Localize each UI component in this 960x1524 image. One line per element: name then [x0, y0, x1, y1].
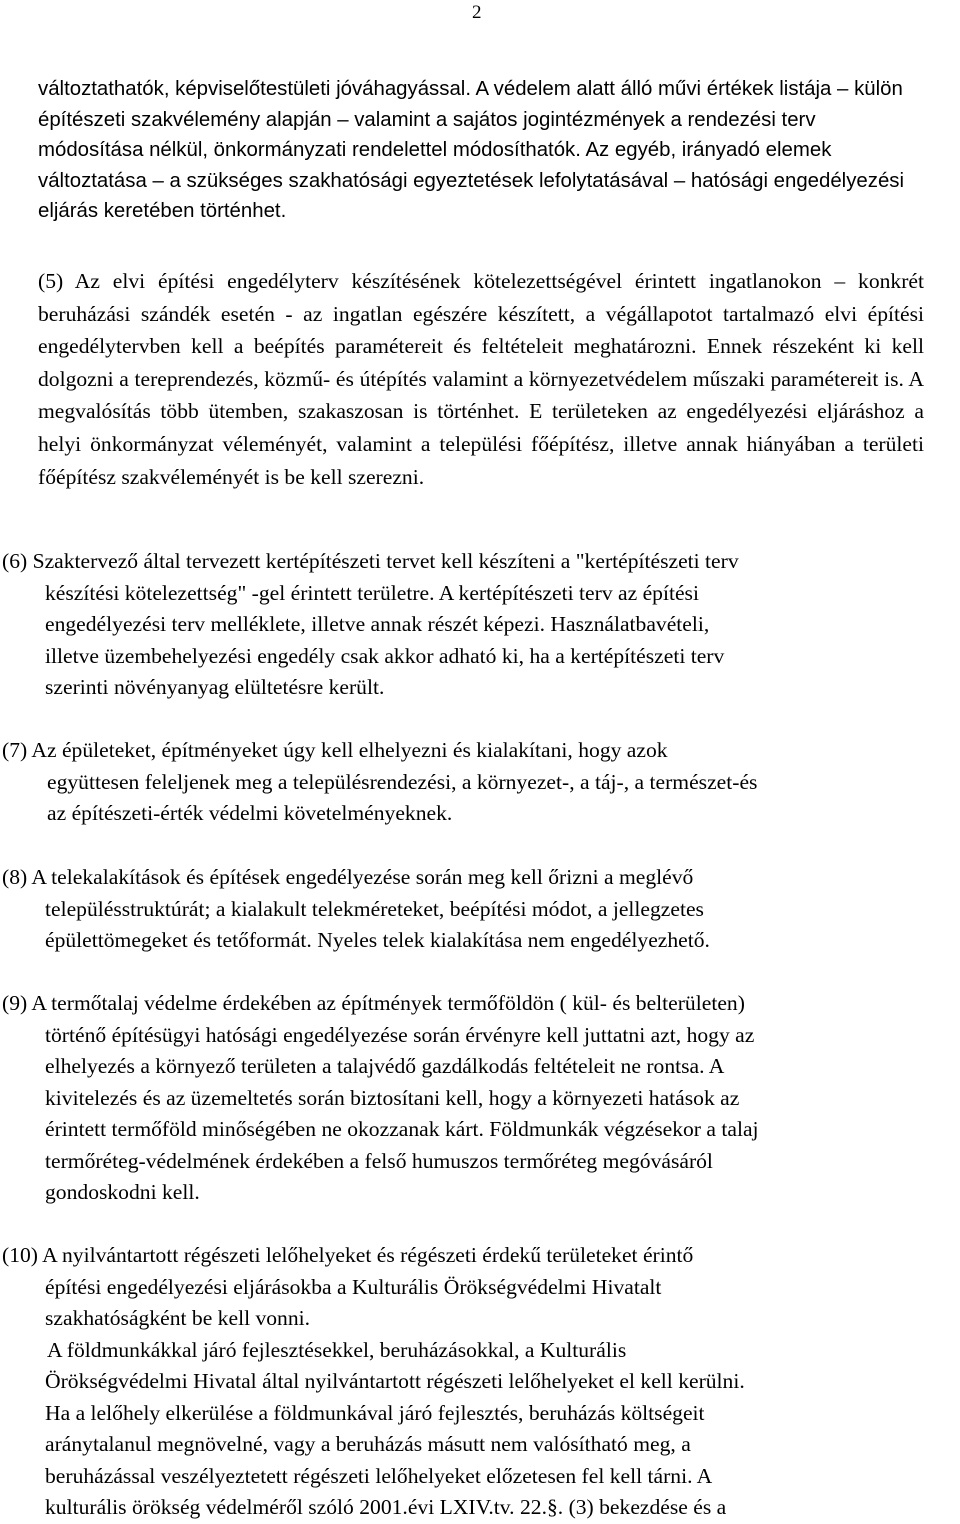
- section-10-line: Örökségvédelmi Hivatal által nyilvántartott régészeti lelőhelyeket el kell kerülni.: [45, 1369, 745, 1393]
- section-5-paragraph: (5) Az elvi építési engedélyterv készítésének kötelezettségével érintett ingatlanokon – konkrét beruházási szándék esetén - az ingatlan egészére készített, a végállapotot tartalmazó elvi építési engedélytervben kell a beépítés paramétereit és feltételeit meghatározni. Ennek részeként ki kell dolgozni a tereprendezés, közmű- és útépítés valamint a környezetvédelem műszaki paramétereit is. A megvalósítás több ütemben, szakaszosan is történhet. E területeken az engedélyezési eljáráshoz a helyi önkormányzat véleményét, valamint a települési főépítész, illetve annak hiányában a területi főépítész szakvéleményét is be kell szerezni.: [38, 269, 924, 489]
- section-6-line: készítési kötelezettség" -gel érintett területre. A kertépítészeti terv az építési: [45, 580, 699, 605]
- section-6-paragraph: [0, 546, 960, 704]
- section-7-line: (7) Az épületeket, építményeket úgy kell elhelyezni és kialakítani, hogy azok: [2, 738, 668, 762]
- section-6-line: engedélyezési terv melléklete, illetve annak részét képezi. Használatbavételi,: [45, 612, 710, 636]
- section-7-paragraph: [0, 735, 960, 830]
- section-9-line: termőréteg-védelmének érdekében a felső humuszos termőréteg megóvásáról: [45, 1148, 713, 1173]
- intro-paragraph: változtathatók, képviselőtestületi jóváhagyással. A védelem alatt álló művi értékek listája – külön építészeti szakvélemény alapján – valamint a sajátos jogintézmények a rendezési terv módosítása nélkül, önkormányzati rendelettel módosíthatók. Az egyéb, irányadó elemek változtatása – a szükséges szakhatósági egyeztetések lefolytatásával – hatósági engedélyezési eljárás keretében történhet.: [38, 78, 905, 222]
- section-10-line: A földmunkákkal járó fejlesztésekkel, beruházásokkal, a Kulturális: [47, 1337, 627, 1362]
- section-10-line: aránytalanul megnövelné, vagy a beruházás másutt nem valósítható meg, a: [45, 1432, 691, 1456]
- section-9-line: (9) A termőtalaj védelme érdekében az építmények termőföldön ( kül- és belterületen): [2, 991, 745, 1015]
- section-6-line: szerinti növényanyag elültetésre került.: [45, 675, 385, 699]
- section-9-line: gondoskodni kell.: [45, 1180, 200, 1204]
- section-8-paragraph: [0, 862, 960, 957]
- section-10-line: Ha a lelőhely elkerülése a földmunkával járó fejlesztés, beruházás költségeit: [45, 1400, 705, 1425]
- section-8-line: (8) A telekalakítások és építések engedélyezése során meg kell őrizni a meglévő: [2, 865, 694, 889]
- section-7-line: az építészeti-érték védelmi követelményeknek.: [47, 801, 453, 825]
- section-10-line: kulturális örökség védelméről szóló 2001.évi LXIV.tv. 22.§. (3) bekezdése és a: [45, 1495, 727, 1519]
- section-10-line: szakhatóságként be kell vonni.: [45, 1306, 311, 1330]
- section-9-paragraph: [0, 988, 960, 1209]
- section-10-line: beruházással veszélyeztetett régészeti lelőhelyeket előzetesen fel kell tárni. A: [45, 1463, 713, 1488]
- section-10-line: (10) A nyilvántartott régészeti lelőhelyeket és régészeti érdekű területeket érintő: [2, 1243, 694, 1267]
- section-7-line: együttesen feleljenek meg a településrendezési, a környezet-, a táj-, a természet-és: [47, 769, 758, 794]
- section-6-line: illetve üzembehelyezési engedély csak akkor adható ki, ha a kertépítészeti terv: [45, 643, 725, 668]
- page-number: 2: [472, 2, 482, 23]
- section-9-line: érintett termőföld minőségében ne okozzanak kárt. Földmunkák végzésekor a talaj: [45, 1117, 759, 1141]
- section-10-paragraph: [0, 1240, 960, 1524]
- section-9-line: kivitelezés és az üzemeltetés során biztosítani kell, hogy a környezeti hatások az: [45, 1085, 740, 1110]
- section-9-line: történő építésügyi hatósági engedélyezése során érvényre kell juttatni azt, hogy az: [45, 1022, 755, 1047]
- section-8-line: településstruktúrát; a kialakult telekméreteket, beépítési módot, a jellegzetes: [45, 896, 704, 921]
- section-10-line: építési engedélyezési eljárásokba a Kulturális Örökségvédelmi Hivatalt: [45, 1274, 662, 1299]
- section-9-line: elhelyezés a környező területen a talajvédő gazdálkodás feltételeit ne rontsa. A: [45, 1054, 725, 1078]
- section-6-line: (6) Szaktervező által tervezett kertépítészeti tervet kell készíteni a "kertépítészeti terv: [2, 549, 739, 573]
- section-8-line: épülettömegeket és tetőformát. Nyeles telek kialakítása nem engedélyezhető.: [45, 928, 710, 952]
